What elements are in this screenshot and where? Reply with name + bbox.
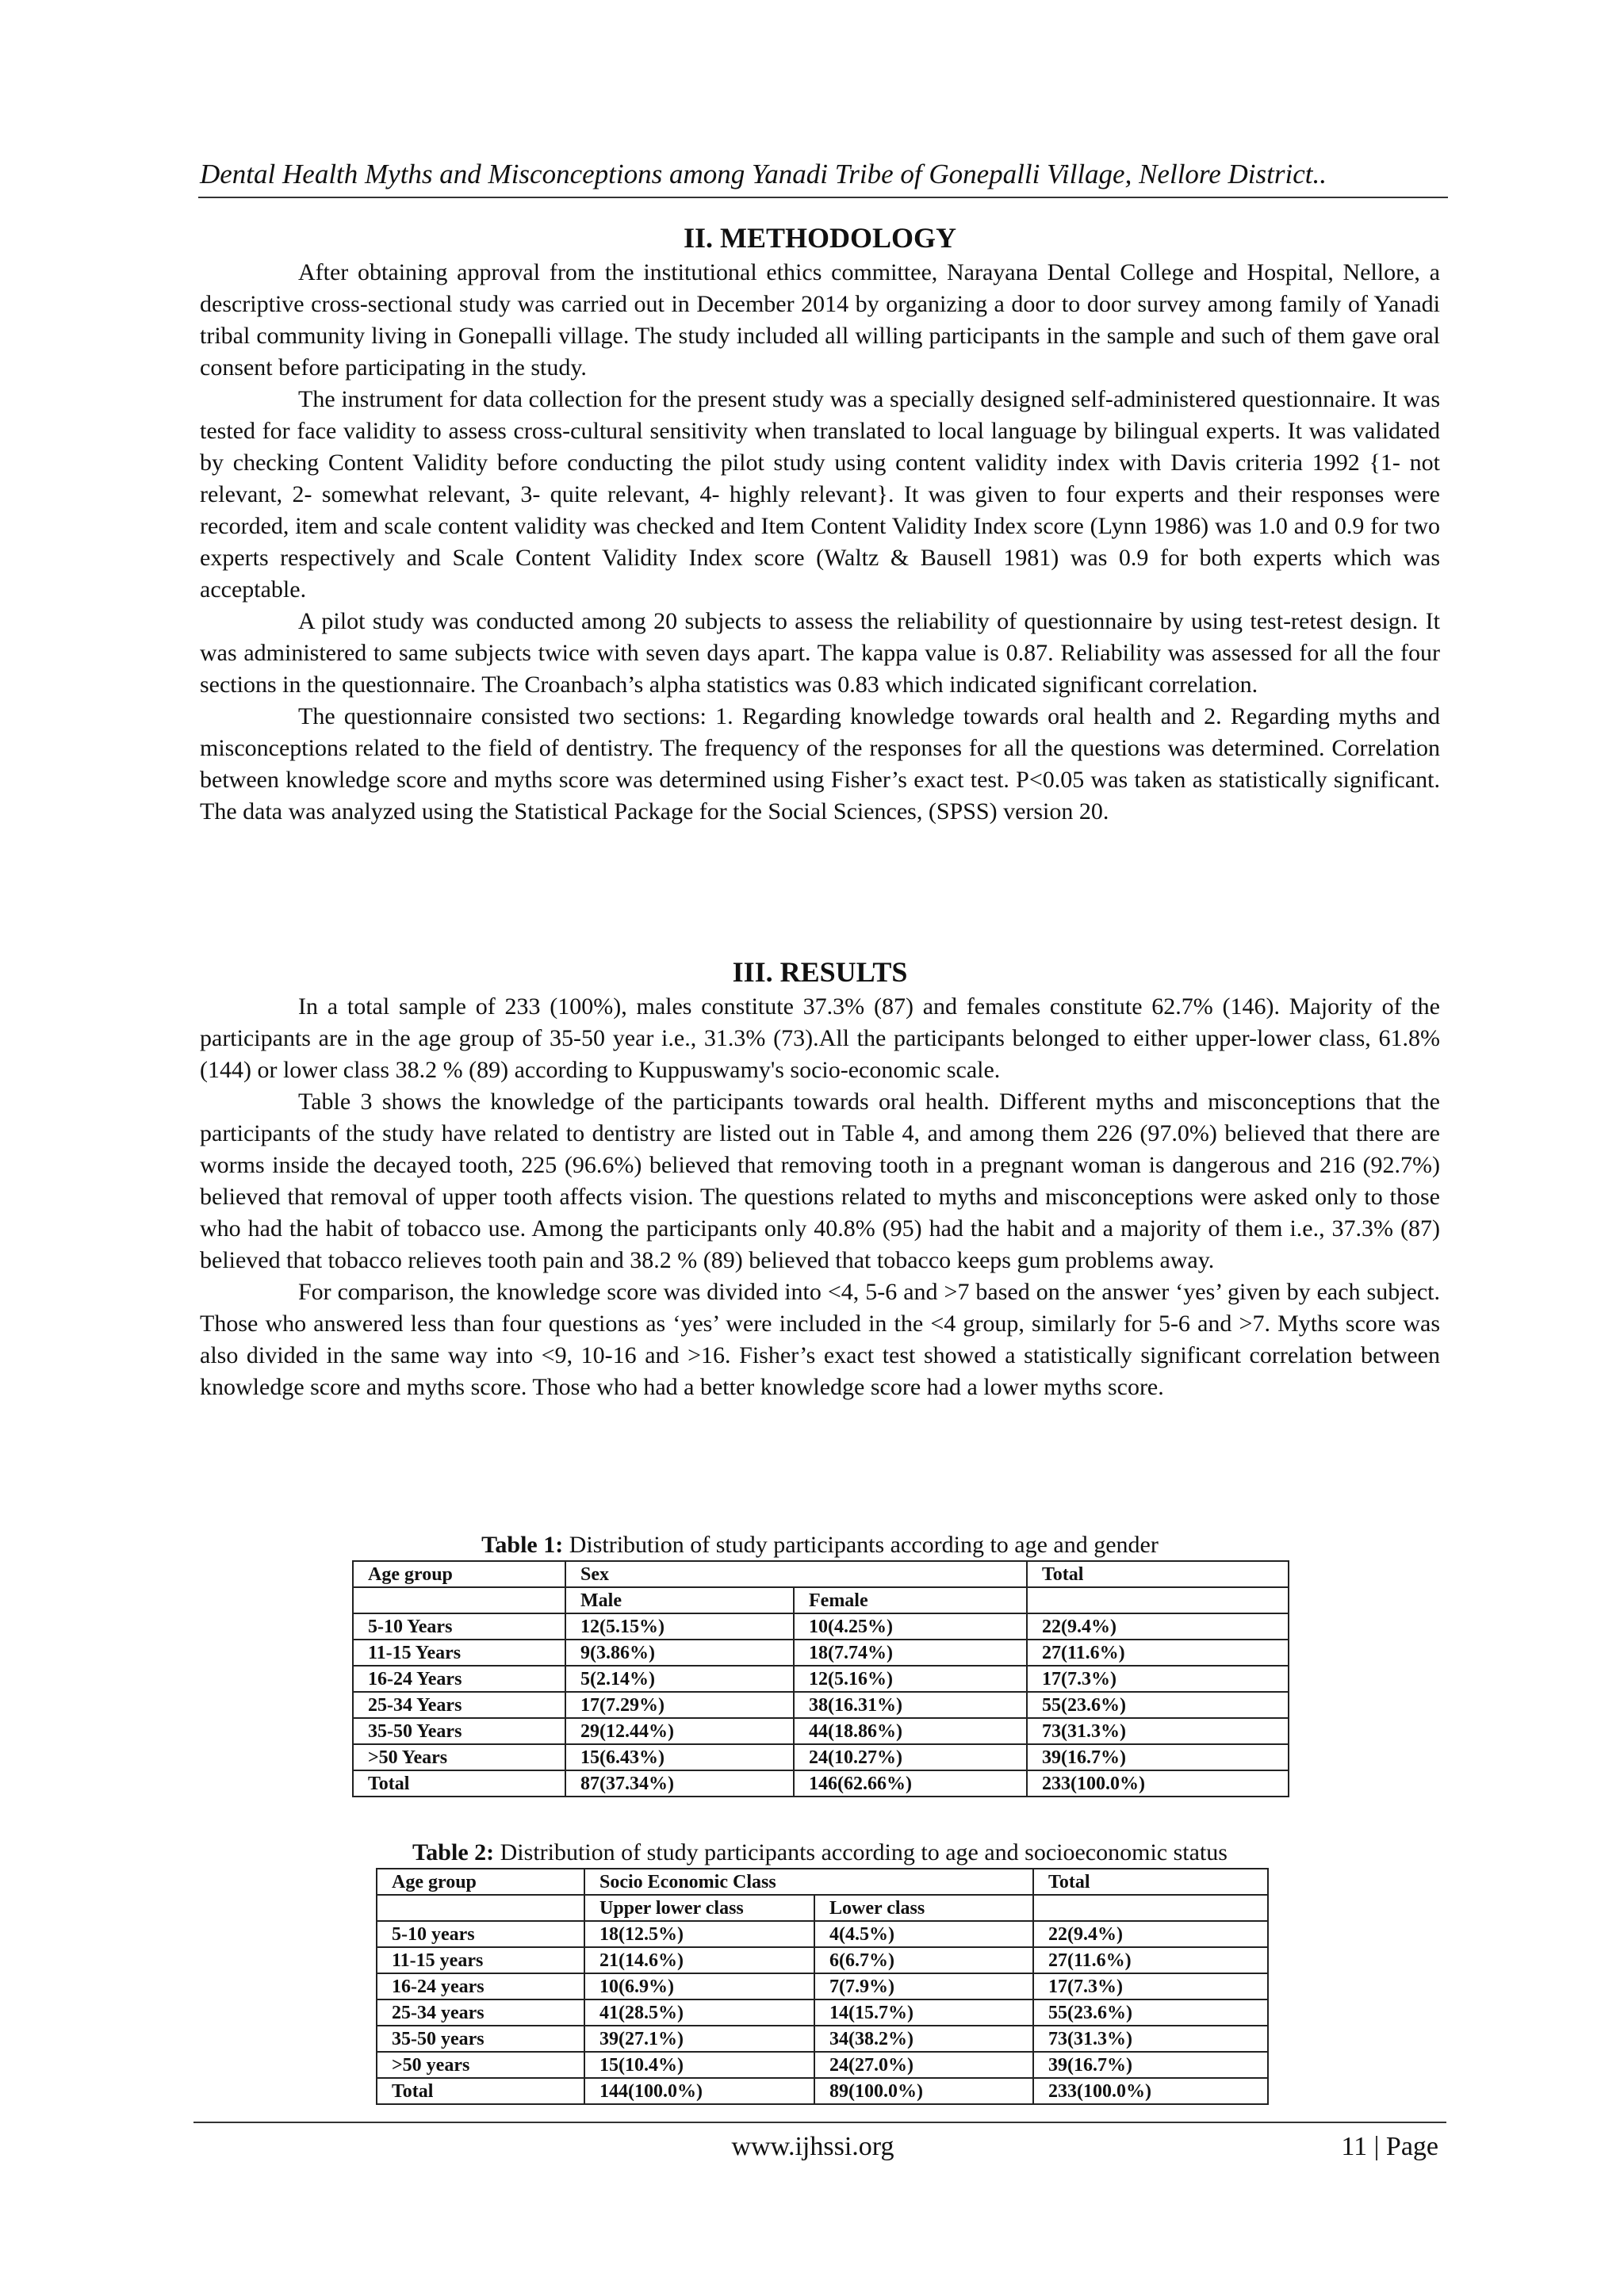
table-cell: 27(11.6%): [1033, 1947, 1268, 1973]
table-cell: 233(100.0%): [1027, 1770, 1289, 1797]
header-rule: [198, 197, 1448, 198]
table-cell: 34(38.2%): [814, 2026, 1033, 2052]
header-cell-age: Age group: [353, 1561, 565, 1587]
table-cell: 17(7.3%): [1027, 1666, 1289, 1692]
subheader-cell-empty: [353, 1587, 565, 1613]
table-cell: 25-34 Years: [353, 1692, 565, 1718]
table-cell: 5(2.14%): [565, 1666, 794, 1692]
table-cell: 233(100.0%): [1033, 2078, 1268, 2104]
results-paragraph: Table 3 shows the knowledge of the participants towards oral health. Different myths and misconceptions that the participants of the study have related to dentistry are listed out in Table 4, and among them 226 (97.0%) believed that there are worms inside the decayed tooth, 225 (96.6%) believed that removing tooth in a pregnant woman is dangerous and 216 (92.7%) believed that removal of upper tooth affects vision. The questions related to myths and misconceptions were asked only to those who had the habit of tobacco use. Among the participants only 40.8% (95) had the habit and a majority of them i.e., 37.3% (87) believed that tobacco relieves tooth pain and 38.2 % (89) believed that tobacco keeps gum problems away.: [200, 1089, 1440, 1273]
table-cell: 73(31.3%): [1027, 1718, 1289, 1744]
table-row: [353, 1770, 1289, 1797]
table-cell: 35-50 years: [377, 2026, 584, 2052]
table-cell: 144(100.0%): [584, 2078, 814, 2104]
table-cell: 38(16.31%): [794, 1692, 1027, 1718]
table-header-row: [377, 1869, 1268, 1895]
table-cell: 39(27.1%): [584, 2026, 814, 2052]
table-cell: 39(16.7%): [1033, 2052, 1268, 2078]
table-cell: 7(7.9%): [814, 1973, 1033, 1999]
table2-caption: [200, 1838, 1440, 1868]
table-cell: 39(16.7%): [1027, 1744, 1289, 1770]
methodology-paragraph: A pilot study was conducted among 20 subjects to assess the reliability of questionnaire by using test-retest design. It was administered to same subjects twice with seven days apart. The kappa value is 0.87. Reliability was assessed for all the four sections in the questionnaire. The Croanbach’s alpha statistics was 0.83 which indicated significant correlation.: [200, 608, 1440, 698]
header-cell-group: Sex: [565, 1561, 1027, 1587]
table-cell: 22(9.4%): [1027, 1613, 1289, 1640]
header-cell-age: Age group: [377, 1869, 584, 1895]
footer-url: www.ijhssi.org: [731, 2132, 894, 2161]
table-cell: Total: [377, 2078, 584, 2104]
subheader-cell-lower: Lower class: [814, 1895, 1033, 1921]
table-cell: 27(11.6%): [1027, 1640, 1289, 1666]
table-cell: 15(10.4%): [584, 2052, 814, 2078]
table-cell: 9(3.86%): [565, 1640, 794, 1666]
results-section: [200, 953, 1440, 1403]
table-cell: >50 Years: [353, 1744, 565, 1770]
subheader-cell-empty: [1033, 1895, 1268, 1921]
table-cell: 24(27.0%): [814, 2052, 1033, 2078]
table-row: [377, 1999, 1268, 2026]
table-cell: 29(12.44%): [565, 1718, 794, 1744]
footer-rule: [193, 2122, 1446, 2123]
methodology-paragraph: After obtaining approval from the institutional ethics committee, Narayana Dental College and Hospital, Nellore, a descriptive cross-sectional study was carried out in December 2014 by organizing a door to door survey among family of Yanadi tribal community living in Gonepalli village. The study included all willing participants in the sample and such of them gave oral consent before participating in the study.: [200, 259, 1440, 381]
table-row: [353, 1666, 1289, 1692]
table-row: [353, 1718, 1289, 1744]
table-cell: 10(6.9%): [584, 1973, 814, 1999]
subheader-cell-empty: [1027, 1587, 1289, 1613]
table-cell: 24(10.27%): [794, 1744, 1027, 1770]
table-cell: 18(12.5%): [584, 1921, 814, 1947]
table1-caption-label: Table 1:: [481, 1532, 564, 1558]
table-cell: 15(6.43%): [565, 1744, 794, 1770]
results-paragraph: For comparison, the knowledge score was divided into <4, 5-6 and >7 based on the answer ‘yes’ given by each subject. Those who answered less than four questions as ‘yes’ were included in the <4 group, similarly for 5-6 and >7. Myths score was also divided in the same way into <9, 10-16 and >16. Fisher’s exact test showed a statistically significant correlation between knowledge score and myths score. Those who had a better knowledge score had a lower myths score.: [200, 1279, 1440, 1400]
table-cell: 16-24 Years: [353, 1666, 565, 1692]
table-cell: 10(4.25%): [794, 1613, 1027, 1640]
table-cell: 87(37.34%): [565, 1770, 794, 1797]
subheader-cell-male: Male: [565, 1587, 794, 1613]
subheader-cell-female: Female: [794, 1587, 1027, 1613]
table-cell: 17(7.3%): [1033, 1973, 1268, 1999]
table-cell: 5-10 years: [377, 1921, 584, 1947]
header-cell-group: Socio Economic Class: [584, 1869, 1033, 1895]
table-cell: 14(15.7%): [814, 1999, 1033, 2026]
table-row: [377, 1947, 1268, 1973]
table-row: [377, 2052, 1268, 2078]
table-subheader-row: [353, 1587, 1289, 1613]
table-cell: 4(4.5%): [814, 1921, 1033, 1947]
table-cell: 146(62.66%): [794, 1770, 1027, 1797]
table-cell: 21(14.6%): [584, 1947, 814, 1973]
table-row: [377, 2026, 1268, 2052]
table-cell: 25-34 years: [377, 1999, 584, 2026]
table-row: [377, 2078, 1268, 2104]
table-cell: 18(7.74%): [794, 1640, 1027, 1666]
table-cell: 12(5.16%): [794, 1666, 1027, 1692]
table-row: [353, 1613, 1289, 1640]
table-cell: 41(28.5%): [584, 1999, 814, 2026]
table-cell: 44(18.86%): [794, 1718, 1027, 1744]
table-cell: 6(6.7%): [814, 1947, 1033, 1973]
subheader-cell-upper-lower: Upper lower class: [584, 1895, 814, 1921]
table-cell: >50 years: [377, 2052, 584, 2078]
table-cell: 35-50 Years: [353, 1718, 565, 1744]
methodology-paragraph: The instrument for data collection for the present study was a specially designed self-administered questionnaire. It was tested for face validity to assess cross-cultural sensitivity when translated to local language by bilingual experts. It was validated by checking Content Validity before conducting the pilot study using content validity index with Davis criteria 1992 {1- not relevant, 2- somewhat relevant, 3- quite relevant, 4- highly relevant}. It was given to four experts and their responses were recorded, item and scale content validity was checked and Item Content Validity Index score (Lynn 1986) was 1.0 and 0.9 for two experts respectively and Scale Content Validity Index score (Waltz & Bausell 1981) was 0.9 for both experts which was acceptable.: [200, 386, 1440, 603]
table-cell: Total: [353, 1770, 565, 1797]
table-row: [377, 1973, 1268, 1999]
table-header-row: [353, 1561, 1289, 1587]
methodology-heading: II. METHODOLOGY: [683, 222, 957, 254]
subheader-cell-empty: [377, 1895, 584, 1921]
table-cell: 89(100.0%): [814, 2078, 1033, 2104]
table-cell: 17(7.29%): [565, 1692, 794, 1718]
table-row: [377, 1921, 1268, 1947]
table-cell: 16-24 years: [377, 1973, 584, 1999]
table-row: [353, 1744, 1289, 1770]
table-cell: 55(23.6%): [1033, 1999, 1268, 2026]
header-cell-total: Total: [1033, 1869, 1268, 1895]
table1-age-gender: [352, 1560, 1289, 1797]
table2-caption-text: Distribution of study participants according to age and socioeconomic status: [494, 1839, 1228, 1866]
header-cell-total: Total: [1027, 1561, 1289, 1587]
table-row: [353, 1640, 1289, 1666]
table-cell: 5-10 Years: [353, 1613, 565, 1640]
running-header: Dental Health Myths and Misconceptions among Yanadi Tribe of Gonepalli Village, Nellore District..: [200, 159, 1327, 189]
table-cell: 55(23.6%): [1027, 1692, 1289, 1718]
table-cell: 11-15 Years: [353, 1640, 565, 1666]
table-row: [353, 1692, 1289, 1718]
table-cell: 12(5.15%): [565, 1613, 794, 1640]
footer-page-number: 11 | Page: [1341, 2132, 1438, 2161]
results-heading: III. RESULTS: [732, 956, 908, 988]
table1-caption-text: Distribution of study participants according to age and gender: [563, 1532, 1159, 1558]
table-cell: 73(31.3%): [1033, 2026, 1268, 2052]
methodology-paragraph: The questionnaire consisted two sections: 1. Regarding knowledge towards oral health and 2. Regarding myths and misconceptions related to the field of dentistry. The frequency of the responses for all the questions was determined. Correlation between knowledge score and myths score was determined using Fisher’s exact test. P<0.05 was taken as statistically significant. The data was analyzed using the Statistical Package for the Social Sciences, (SPSS) version 20.: [200, 703, 1440, 825]
table-subheader-row: [377, 1895, 1268, 1921]
table2-age-socioeconomic: [376, 1868, 1269, 2105]
methodology-section: [200, 219, 1440, 828]
table-cell: 11-15 years: [377, 1947, 584, 1973]
table-cell: 22(9.4%): [1033, 1921, 1268, 1947]
table1-caption: [200, 1530, 1440, 1560]
table2-caption-label: Table 2:: [412, 1839, 495, 1866]
results-paragraph: In a total sample of 233 (100%), males constitute 37.3% (87) and females constitute 62.7% (146). Majority of the participants are in the age group of 35-50 year i.e., 31.3% (73).All the participants belonged to either upper-lower class, 61.8% (144) or lower class 38.2 % (89) according to Kuppuswamy's socio-economic scale.: [200, 993, 1440, 1083]
